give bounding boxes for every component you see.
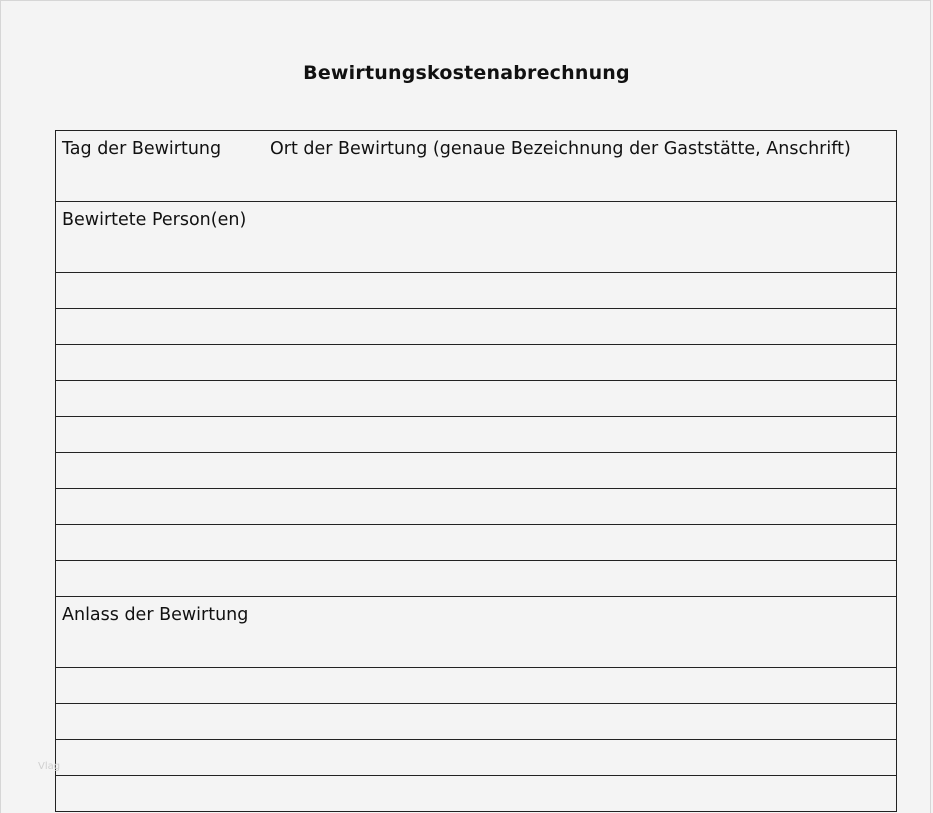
expense-form-table — [55, 130, 897, 812]
watermark-text: Vlag — [38, 761, 61, 772]
guest-line-row — [56, 417, 896, 453]
guests-label: Bewirtete Person(en) — [62, 210, 247, 230]
occasion-line-row — [56, 776, 896, 812]
date-label: Tag der Bewirtung — [62, 139, 222, 159]
header-row — [56, 131, 896, 202]
guest-lines — [56, 273, 896, 597]
guest-line-row — [56, 525, 896, 561]
guest-line-row — [56, 309, 896, 345]
occasion-row — [56, 597, 896, 668]
occasion-line-row — [56, 740, 896, 776]
guest-line-row — [56, 345, 896, 381]
guest-line-row — [56, 561, 896, 597]
guests-row — [56, 202, 896, 273]
occasion-label: Anlass der Bewirtung — [62, 605, 249, 625]
guest-line-row — [56, 381, 896, 417]
document-title: Bewirtungskostenabrechnung — [303, 62, 630, 84]
occasion-line-row — [56, 704, 896, 740]
occasion-line-row — [56, 668, 896, 704]
location-label: Ort der Bewirtung (genaue Bezeichnung der Gaststätte, Anschrift) — [270, 139, 851, 159]
guest-line-row — [56, 273, 896, 309]
guest-line-row — [56, 453, 896, 489]
guest-line-row — [56, 489, 896, 525]
occasion-lines — [56, 668, 896, 812]
